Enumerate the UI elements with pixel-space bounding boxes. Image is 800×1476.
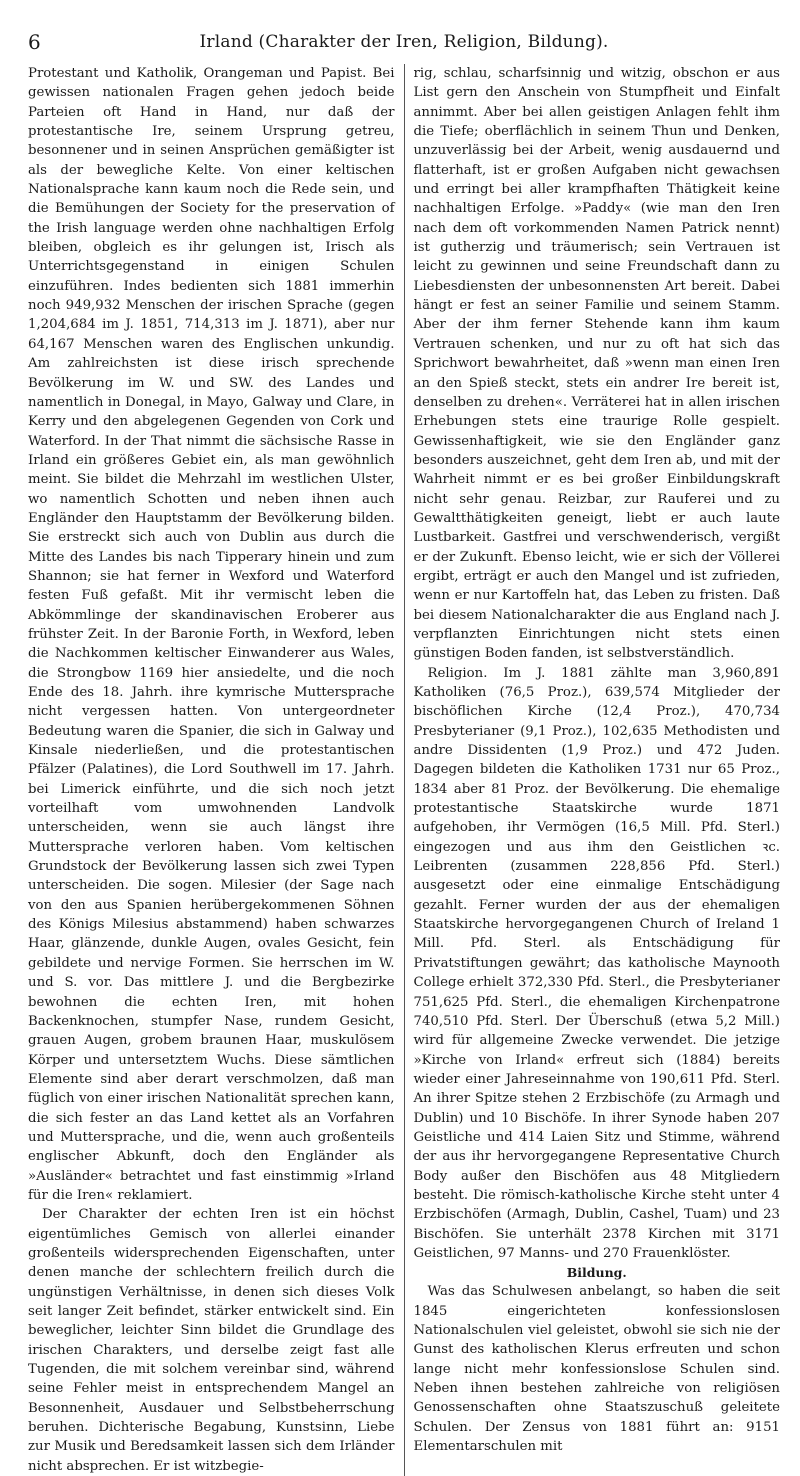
page-header — [28, 30, 780, 58]
text-columns — [28, 64, 780, 1476]
paragraph: Protestant und Katholik, Orangeman und Papist. Bei gewissen nationalen Fragen gehen jedoch beide Parteien oft Hand in Hand, nur daß der protestantische Ire, seinem Ursprung getreu, besonnener und in seinen Ansprüchen gemäßigter ist als der bewegliche Kelte. Von einer keltischen Nationalsprache kann kaum noch die Rede sein, und die Bemühungen der Society for the preservation of the Irish language werden ohne nachhaltigen Erfolg bleiben, obgleich es ihr gelungen ist, Irisch als Unterrichtsgegenstand in einigen Schulen einzuführen. Indes bedienten sich 1881 immerhin noch 949,932 Menschen der irischen Sprache (gegen 1,204,684 im J. 1851, 714,313 im J. 1871), aber nur 64,167 Menschen waren des Englischen unkundig. Am zahlreichsten ist diese irisch sprechende Bevölkerung im W. und SW. des Landes und namentlich in Donegal, in Mayo, Galway und Clare, in Kerry und den abgelegenen Gegenden von Cork und Waterford. In der That nimmt die sächsische Rasse in Irland ein größeres Gebiet ein, als man gewöhnlich meint. Sie bildet die Mehrzahl im westlichen Ulster, wo namentlich Schotten und neben ihnen auch Engländer den Hauptstamm der Bevölkerung bilden. Sie erstreckt sich auch von Dublin aus durch die Mitte des Landes bis nach Tipperary hinein und zum Shannon; sie hat ferner in Wexford und Waterford festen Fuß gefaßt. Mit ihr vermischt leben die Abkömmlinge der skandinavischen Eroberer aus frühster Zeit. In der Baronie Forth, in Wexford, leben die Nachkommen keltischer Einwanderer aus Wales, die Strongbow 1169 hier ansiedelte, und die noch Ende des 18. Jahrh. ihre kymrische Muttersprache nicht vergessen hatten. Von untergeordneter Bedeutung waren die Spanier, die sich in Galway und Kinsale niederließen, und die protestantischen Pfälzer (Palatines), die Lord Southwell im 17. Jahrh. bei Limerick einführte, und die sich noch jetzt vorteilhaft vom umwohnenden Landvolk unterscheiden, wenn sie auch längst ihre Muttersprache verloren haben. Vom keltischen Grundstock der Bevölkerung lassen sich zwei Typen unterscheiden. Die sogen. Milesier (der Sage nach von den aus Spanien herübergekommenen Söhnen des Königs Milesius abstammend) haben schwarzes Haar, glänzende, dunkle Augen, ovales Gesicht, fein gebildete und nervige Formen. Sie herrschen im W. und S. vor. Das mittlere J. und die Bergbezirke bewohnen die echten Iren, mit hohen Backenknochen, stumpfer Nase, rundem Gesicht, grauen Augen, grobem braunen Haar, muskulösem Körper und untersetztem Wuchs. Diese sämtlichen Elemente sind aber derart verschmolzen, daß man füglich von einer irischen Nationalität sprechen kann, die sich fester an das Land kettet als an Vorfahren und Muttersprache, und die, wenn auch großenteils englischer Abkunft, doch den Engländer als »Ausländer« betrachtet und fast einstimmig »Irland für die Iren« reklamiert. — [28, 66, 395, 1203]
page-number: 6 — [28, 30, 41, 54]
right-column — [404, 64, 781, 1476]
section-heading: Bildung. — [566, 1265, 627, 1281]
page-title: Irland (Charakter der Iren, Religion, Bildung). — [199, 32, 609, 52]
paragraph: Religion. Im J. 1881 zählte man 3,960,891 Katholiken (76,5 Proz.), 639,574 Mitglieder der bischöflichen Kirche (12,4 Proz.), 470,734 Presbyterianer (9,1 Proz.), 102,635 Methodisten und andre Dissidenten (1,9 Proz.) und 472 Juden. Dagegen bildeten die Katholiken 1731 nur 65 Proz., 1834 aber 81 Proz. der Bevölkerung. Die ehemalige protestantische Staatskirche wurde 1871 aufgehoben, ihr Vermögen (16,5 Mill. Pfd. Sterl.) eingezogen und aus ihm den Geistlichen ꝛc. Leibrenten (zusammen 228,856 Pfd. Sterl.) ausgesetzt oder eine einmalige Entschädigung gezahlt. Ferner wurden der aus der ehemaligen Staatskirche hervorgegangenen Church of Ireland 1 Mill. Pfd. Sterl. als Entschädigung für Privatstiftungen gewährt; das katholische Maynooth College erhielt 372,330 Pfd. Sterl., die Presbyterianer 751,625 Pfd. Sterl., die ehemaligen Kirchenpatrone 740,510 Pfd. Sterl. Der Überschuß (etwa 5,2 Mill.) wird für allgemeine Zwecke verwendet. Die jetzige »Kirche von Irland« erfreut sich (1884) bereits wieder einer Jahreseinnahme von 190,611 Pfd. Sterl. An ihrer Spitze stehen 2 Erzbischöfe (zu Armagh und Dublin) und 10 Bischöfe. In ihrer Synode haben 207 Geistliche und 414 Laien Sitz und Stimme, während der aus ihr hervorgegangene Representative Church Body außer den Bischöfen aus 48 Mitgliedern besteht. Die römisch-katholische Kirche steht unter 4 Erzbischöfen (Armagh, Dublin, Cashel, Tuam) und 23 Bischöfen. Sie unterhält 2378 Kirchen mit 3171 Geistlichen, 97 Manns- und 270 Frauenklöster. — [413, 665, 780, 1261]
paragraph: Der Charakter der echten Iren ist ein höchst eigentümliches Gemisch von allerlei einander großenteils widersprechenden Eigenschaften, unter denen manche der schlechtern freilich durch die ungünstigen Verhältnisse, in denen sich dieses Volk seit langer Zeit befindet, stärker entwickelt sind. Ein beweglicher, leichter Sinn bildet die Grundlage des irischen Charakters, und derselbe zeigt fast alle Tugenden, die mit solchem vereinbar sind, während seine Fehler meist in entsprechendem Mangel an Besonnenheit, Ausdauer und Selbstbeherrschung beruhen. Dichterische Begabung, Kunstsinn, Liebe zur Musik und Beredsamkeit lassen sich dem Irländer nicht absprechen. Er ist witzbegie- — [28, 1207, 395, 1474]
paragraph: Was das Schulwesen anbelangt, so haben die seit 1845 eingerichteten konfessionslosen Nationalschulen viel geleistet, obwohl sie sich nie der Gunst des katholischen Klerus erfreuten und schon lange nicht mehr konfessionslose Schulen sind. Neben ihnen bestehen zahlreiche von religiösen Genossenschaften ohne Staatszuschuß geleitete Schulen. Der Zensus von 1881 führt an: 9151 Elementarschulen mit — [413, 1284, 780, 1455]
paragraph: rig, schlau, scharfsinnig und witzig, obschon er aus List gern den Anschein von Stumpfheit und Einfalt annimmt. Aber bei allen geistigen Anlagen fehlt ihm die Tiefe; oberflächlich in seinem Thun und Denken, unzuverlässig bei der Arbeit, wenig ausdauernd und flatterhaft, ist er großen Aufgaben nicht gewachsen und erringt bei aller krampfhaften Thätigkeit keine nachhaltigen Erfolge. »Paddy« (wie man den Iren nach dem oft vorkommenden Namen Patrick nennt) ist gutherzig und träumerisch; sein Vertrauen ist leicht zu gewinnen und seine Freundschaft dann zu Liebesdiensten der unbesonnensten Art bereit. Dabei hängt er fest an seiner Familie und seinem Stamm. Aber der ihm ferner Stehende kann ihm kaum Vertrauen schenken, und nur zu oft hat sich das Sprichwort bewahrheitet, daß »wenn man einen Iren an den Spieß steckt, stets ein andrer Ire bereit ist, denselben zu drehen«. Verräterei hat in allen irischen Erhebungen stets eine traurige Rolle gespielt. Gewissenhaftigkeit, wie sie den Engländer ganz besonders auszeichnet, geht dem Iren ab, und mit der Wahrheit nimmt er es bei großer Einbildungskraft nicht sehr genau. Reizbar, zur Rauferei und zu Gewaltthätigkeiten geneigt, liebt er auch laute Lustbarkeit. Gastfrei und verschwenderisch, vergißt er der Zukunft. Ebenso leicht, wie er sich der Völlerei ergibt, erträgt er auch den Mangel und ist zufrieden, wenn er nur Kartoffeln hat, das Leben zu fristen. Daß bei diesem Nationalcharakter die aus England nach J. verpflanzten Einrichtungen nicht stets einen günstigen Boden fanden, ist selbstverständlich. — [413, 66, 780, 662]
left-column — [28, 64, 404, 1476]
